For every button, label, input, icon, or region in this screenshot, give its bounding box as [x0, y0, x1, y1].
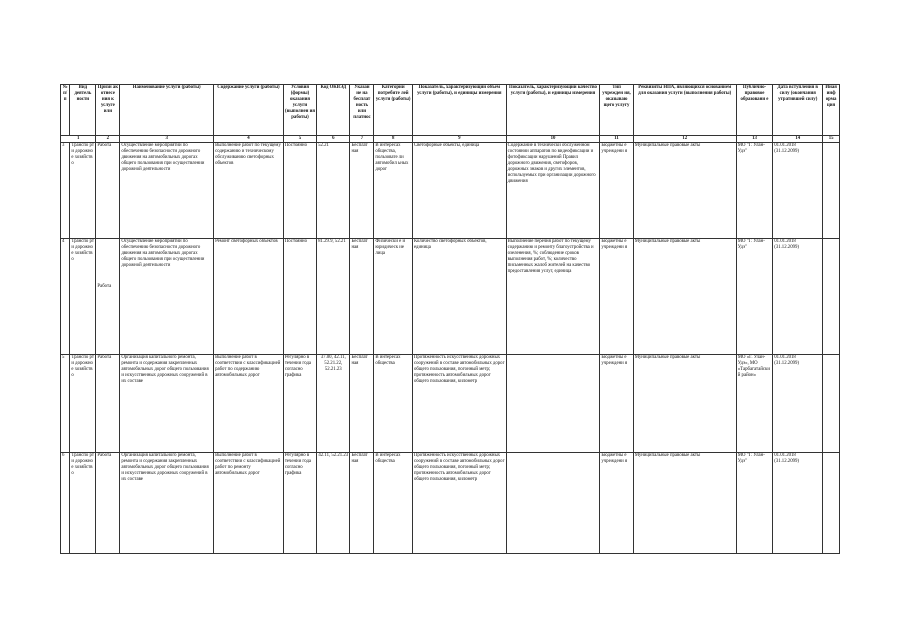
row-content: Выполнение работ по текущему содержанию и техническому обслуживанию светофорных объектов — [214, 143, 284, 239]
row-quality — [506, 453, 600, 554]
row-activity: Транспо рт и дорожно е хозяйств о — [70, 453, 96, 554]
header-cell-number: № п/п — [61, 85, 70, 136]
row-activity: Транспо рт и дорожно е хозяйств о — [70, 239, 96, 355]
row-activity: Транспо рт и дорожно е хозяйств о — [70, 355, 96, 453]
row-service-name: Осуществление мероприятий по обеспечению безопасности дорожного движения на автомобильных дорогах общего пользования при осуществлении дорожной деятельности — [120, 239, 214, 355]
row-institution: Бюджетны е учреждени я — [600, 355, 633, 453]
row-conditions: Постоянно — [283, 239, 316, 355]
row-activity: Транспо рт и дорожно е хозяйств о — [70, 143, 96, 239]
row-content: Выполнение работ в соответствии с классификацией работ по ремонту автомобильных дорог — [214, 453, 284, 554]
header-cell-npa: Реквизиты НПА, являющихся основанием для оказания услуги (выполнения работы) — [633, 85, 736, 136]
row-other — [823, 143, 840, 239]
column-number-cell: 1 — [61, 136, 96, 143]
row-institution: Бюджетны е учреждени я — [600, 143, 633, 239]
column-number-cell: 15 — [823, 136, 840, 143]
row-conditions: Постоянно — [283, 143, 316, 239]
row-volume: Количество светофорных объектов, единица — [412, 239, 506, 355]
column-number-cell: 2 — [96, 136, 120, 143]
row-npa: Муниципальные правовые акты — [633, 143, 736, 239]
row-sign: Работа — [96, 355, 120, 453]
row-npa: Муниципальные правовые акты — [633, 453, 736, 554]
row-sign — [96, 239, 120, 355]
row-mo: МО "Г. Улан-Удэ" — [736, 453, 772, 554]
column-number-cell: 6 — [317, 136, 350, 143]
row-mo: МО "Г. Улан-Удэ" — [736, 239, 772, 355]
column-number-row — [61, 136, 840, 143]
header-cell-free: Указан ие на бесплат ность или платнос — [350, 85, 374, 136]
row-sign: Работа — [96, 143, 120, 239]
row-okved: 37.00, 42.11, 52.21.22, 52.21.23 — [317, 355, 350, 453]
row-volume: Светофорные объекты, единица — [412, 143, 506, 239]
column-number-cell: 10 — [506, 136, 600, 143]
header-cell-mo: Публично-правовое образовани е — [736, 85, 772, 136]
header-cell-service-name: Наименование услуги (работы) — [120, 85, 214, 136]
services-table — [60, 84, 840, 554]
row-date: 01.01.2018 (31.12.2099) — [773, 355, 823, 453]
column-number-cell: 5 — [283, 136, 316, 143]
row-number: 5 — [61, 355, 70, 453]
row-okved: 81.29.9, 52.21 — [317, 239, 350, 355]
header-cell-consumers: Категории потребите лей услуги (работы) — [374, 85, 413, 136]
row-volume: Протяженность искусственных дорожных сооружений в составе автомобильных дорог общего пользования, погонный метр; протяженность автомобильных дорог общего пользования, километр — [412, 355, 506, 453]
row-number: 4 — [61, 239, 70, 355]
header-cell-okved: Код ОКВЭД — [317, 85, 350, 136]
row-npa: Муниципальные правовые акты — [633, 239, 736, 355]
row-number: 3 — [61, 143, 70, 239]
row-quality: Выполнение перечня работ по текущему содержанию и ремонту благоустройства и озеленения, %; соблюдение сроков выполнения работ, %; количество письменных жалоб жителей на качество предоставления услуг, единица — [506, 239, 600, 355]
row-quality: Содержание в технически обслуженном состоянии аппаратов по видеофиксации и фотофиксации нарушений Правил дорожного движения, светофоров, дорожных знаков и других элементов, используемых при организации дорожного движения — [506, 143, 600, 239]
column-number-cell: 8 — [374, 136, 413, 143]
table-row — [61, 453, 840, 554]
row-other — [823, 453, 840, 554]
row-number: 6 — [61, 453, 70, 554]
row-free: Бесплат ная — [350, 143, 374, 239]
row-content: Ремонт светофорных объектов — [214, 239, 284, 355]
row-consumers: В интересах общества, пользовате ли автомобил ьных дорог — [374, 143, 413, 239]
row-service-name: Осуществление мероприятий по обеспечению безопасности дорожного движения на автомобильных дорогах общего пользования при осуществлении дорожной деятельности — [120, 143, 214, 239]
row-service-name: Организация капитального ремонта, ремонта и содержания закрепленных автомобильных дорог общего пользования и искусственных дорожных сооружений в их составе — [120, 355, 214, 453]
column-number-cell: 14 — [773, 136, 823, 143]
row-service-name: Организация капитального ремонта, ремонта и содержания закрепленных автомобильных дорог общего пользования и искусственных дорожных сооружений в их составе — [120, 453, 214, 554]
row-free: Бесплат ная — [350, 355, 374, 453]
header-cell-conditions: Условия (формы) оказания услуги (выполнен ия работы) — [283, 85, 316, 136]
row-npa: Муниципальные правовые акты — [633, 355, 736, 453]
services-register-sheet — [60, 84, 840, 554]
row-volume: Протяженность искусственных дорожных сооружений в составе автомобильных дорог общего пользования, погонный метр; протяженность автомобильных дорог общего пользования, километр — [412, 453, 506, 554]
row-date: 01.01.2018 (31.12.2099) — [773, 453, 823, 554]
row-conditions: Регулярно в течении года согласно графика — [283, 355, 316, 453]
row-other — [823, 355, 840, 453]
column-number-cell: 3 — [120, 136, 214, 143]
row-sign-extra: Работа — [97, 284, 112, 289]
row-quality — [506, 355, 600, 453]
table-row — [61, 239, 840, 355]
column-number-cell: 9 — [412, 136, 506, 143]
row-free: Бесплат ная — [350, 239, 374, 355]
header-cell-volume: Показатель, характеризующий объем услуги (работы), и единицы измерения — [412, 85, 506, 136]
header-cell-quality: Показатель, характеризующий качество услуги (работы), и единицы измерения — [506, 85, 600, 136]
row-consumers: В интересах общества — [374, 355, 413, 453]
header-cell-content: Содержание услуги (работы) — [214, 85, 284, 136]
row-mo: МО «Г. Улан-Удэ», МО «Тарбагатайский район» — [736, 355, 772, 453]
row-free: Бесплат ная — [350, 453, 374, 554]
row-consumers: Физически е и юридическ ие лица — [374, 239, 413, 355]
column-number-cell: 4 — [214, 136, 284, 143]
header-cell-sign: Призн ак отнесе ния к услуге или — [96, 85, 120, 136]
row-other — [823, 239, 840, 355]
row-consumers: В интересах общества — [374, 453, 413, 554]
row-date: 01.01.2018 (31.12.2099) — [773, 143, 823, 239]
column-number-cell: 11 — [600, 136, 633, 143]
row-institution: Бюджетны е учреждени я — [600, 453, 633, 554]
table-row — [61, 143, 840, 239]
header-cell-date: Дата вступления в силу (окончания утратившей силу) — [773, 85, 823, 136]
column-number-cell: 7 — [350, 136, 374, 143]
row-okved: 42.11, 52.21.23 — [317, 453, 350, 554]
row-okved: 52.21 — [317, 143, 350, 239]
header-cell-institution: Тип учрежден ия, оказываю щего услугу — [600, 85, 633, 136]
header-cell-other: Иная инф орма ция — [823, 85, 840, 136]
row-conditions: Регулярно в течении года согласно графика — [283, 453, 316, 554]
row-institution: Бюджетны е учреждени я — [600, 239, 633, 355]
row-date: 01.01.2018 (31.12.2099) — [773, 239, 823, 355]
column-number-cell: 12 — [633, 136, 736, 143]
table-row — [61, 355, 840, 453]
row-content: Выполнение работ в соответствии с классификацией работ по содержанию автомобильных дорог — [214, 355, 284, 453]
header-cell-activity: Вид деятель ности — [70, 85, 96, 136]
column-number-cell: 13 — [736, 136, 772, 143]
row-mo: МО "Г. Улан-Удэ" — [736, 143, 772, 239]
header-row — [61, 85, 840, 136]
row-sign: Работа — [96, 453, 120, 554]
